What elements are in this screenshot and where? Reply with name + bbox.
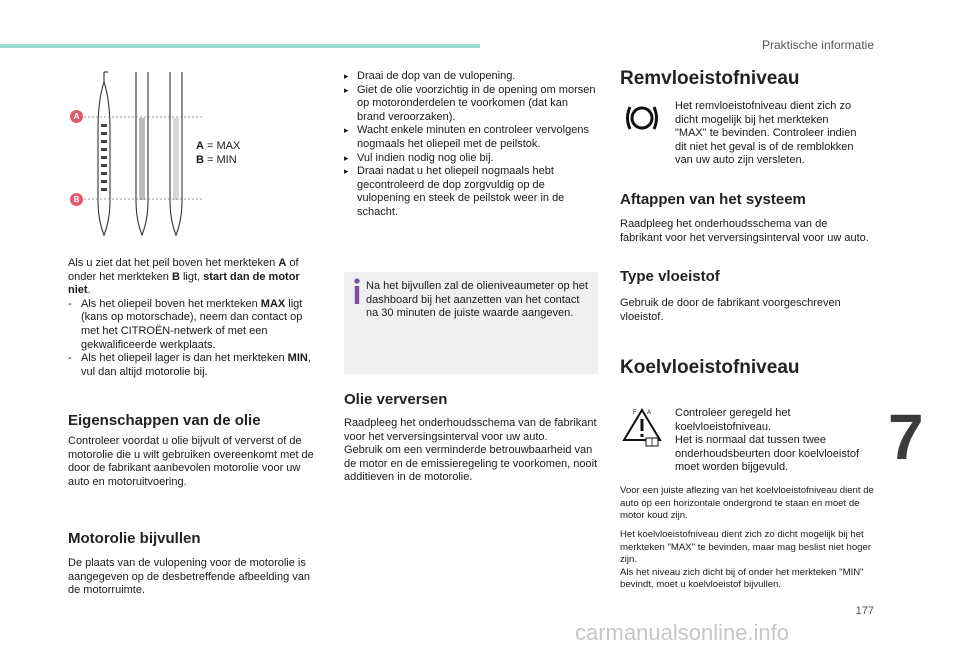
heading-fill-oil: Motorolie bijvullen	[68, 530, 201, 547]
coolant-warning-icon	[620, 406, 664, 448]
section-title: Praktische informatie	[761, 38, 874, 52]
fill-oil-text: De plaats van de vulopening voor de motorolie is aangegeven op de desbetreffende afbeelding van de motorruimte.	[68, 557, 311, 597]
heading-oil-change: Olie verversen	[344, 391, 448, 408]
oil-level-intro	[68, 257, 322, 379]
dash2-text-1: Als het oliepeil lager is dan het merkteken	[81, 352, 288, 365]
dash1-max: MAX	[260, 297, 286, 310]
heading-coolant: Koelvloeistofniveau	[620, 357, 800, 378]
intro-text-1: Als u ziet dat het peil boven het merkteken	[68, 257, 279, 269]
list-item	[68, 298, 322, 352]
header-accent-bar	[0, 44, 480, 48]
dash1-text-2: ligt (kans op motorschade), neem dan contact op met het CITROËN-netwerk of met een gekwalificeerde werkplaats.	[81, 297, 303, 351]
intro-text-2: of onder het merkteken	[68, 257, 299, 283]
chapter-number: 7	[888, 401, 924, 473]
list-item: ▸ Draai nadat u het oliepeil nogmaals hebt gecontroleerd de dop zorgvuldig op de vulopening en steek de peilstok weer in de schacht.	[344, 165, 598, 219]
fill-steps	[344, 70, 598, 220]
dash2-min: MIN	[287, 352, 308, 365]
marker-b-badge: B	[70, 193, 83, 206]
dash2-text-2: , vul dan altijd motorolie bij.	[81, 352, 311, 378]
fill-steps-list	[344, 70, 598, 220]
watermark-text: carmanualsonline.info	[575, 620, 790, 645]
list-item	[68, 352, 322, 379]
intro-mark-b: B	[171, 270, 180, 283]
marker-a-badge: A	[70, 110, 83, 123]
coolant-text: Controleer geregeld het koelvloeistofniveau. Het is normaal dat tussen twee onderhoudsbeurten door koelvloeistof moet worden bijgevuld.	[675, 407, 860, 474]
coolant-note-2: Het koelvloeistofniveau dient zich zo dicht mogelijk bij het merkteken "MAX" te bevinden, maar mag beslist niet hoger zijn. Als het niveau zich dicht bij of onder het merkteken "MIN" bevindt, moet u koelvloeistof bijvullen.	[620, 529, 872, 591]
svg-text:A: A	[647, 410, 652, 416]
oil-properties-text: Controleer voordat u olie bijvult of ververst of de motorolie die u wilt gebruiken overeenkomt met de door de fabrikant aanbevolen motorolie voor uw auto en motoruitvoering.	[68, 435, 314, 488]
info-box	[344, 272, 598, 374]
legend-a-value: = MAX	[203, 140, 241, 152]
svg-text:F: F	[633, 410, 637, 416]
brake-warning-icon	[624, 102, 660, 134]
heading-drain-system: Aftappen van het systeem	[620, 191, 806, 208]
intro-warning: start dan de motor niet	[68, 270, 300, 297]
intro-text-4: .	[87, 284, 91, 297]
fluid-type-text: Gebruik de door de fabrikant voorgeschreven vloeistof.	[620, 297, 841, 323]
list-item: ▸ Draai de dop van de vulopening.	[344, 70, 598, 84]
legend-b-letter: B	[196, 153, 204, 166]
info-icon	[352, 278, 362, 304]
oil-change-text: Raadpleeg het onderhoudsschema van de fabrikant voor het verversingsinterval voor uw auto. Gebruik om een verminderde betrouwbaarheid van de motor en de emissieregeling te voorkomen, nooit additieven in de motorolie.	[344, 417, 598, 484]
list-item: ▸ Wacht enkele minuten en controleer vervolgens nogmaals het oliepeil met de peilstok.	[344, 124, 598, 151]
dipstick-drawing	[84, 70, 204, 240]
list-item: ▸ Giet de olie voorzichtig in de opening om morsen op motoronderdelen te voorkomen (dat kan brand veroorzaken).	[344, 84, 598, 125]
intro-mark-a: A	[278, 257, 287, 269]
list-item: ▸ Vul indien nodig nog olie bij.	[344, 152, 598, 166]
legend-a-letter: A	[196, 140, 204, 152]
brake-fluid-text: Het remvloeistofniveau dient zich zo dicht mogelijk bij het merkteken "MAX" te bevinden. Controleer indien dit niet het geval is of de remblokken van uw auto zijn versleten.	[675, 100, 857, 167]
heading-oil-properties: Eigenschappen van de olie	[68, 412, 261, 429]
coolant-note-1: Voor een juiste aflezing van het koelvloeistofniveau dient de auto op een horizontale ondergrond te staan en moet de motor koud zijn.	[620, 485, 874, 522]
heading-fluid-type: Type vloeistof	[620, 268, 720, 285]
legend-b-value: = MIN	[203, 153, 237, 166]
dipstick-illustration	[84, 70, 204, 240]
info-text: Na het bijvullen zal de olieniveaumeter op het dashboard bij het aanzetten van het contact na 30 minuten de juiste waarde aangeven.	[366, 280, 588, 320]
page-number: 177	[855, 605, 874, 617]
dash1-text-1: Als het oliepeil boven het merkteken	[81, 297, 261, 310]
drain-system-text: Raadpleeg het onderhoudsschema van de fabrikant voor het verversingsinterval voor uw auto.	[620, 218, 869, 244]
intro-text-3: ligt,	[179, 270, 204, 283]
heading-brake-fluid: Remvloeistofniveau	[620, 68, 800, 89]
figure-legend	[196, 140, 240, 167]
oil-level-list	[68, 298, 322, 380]
